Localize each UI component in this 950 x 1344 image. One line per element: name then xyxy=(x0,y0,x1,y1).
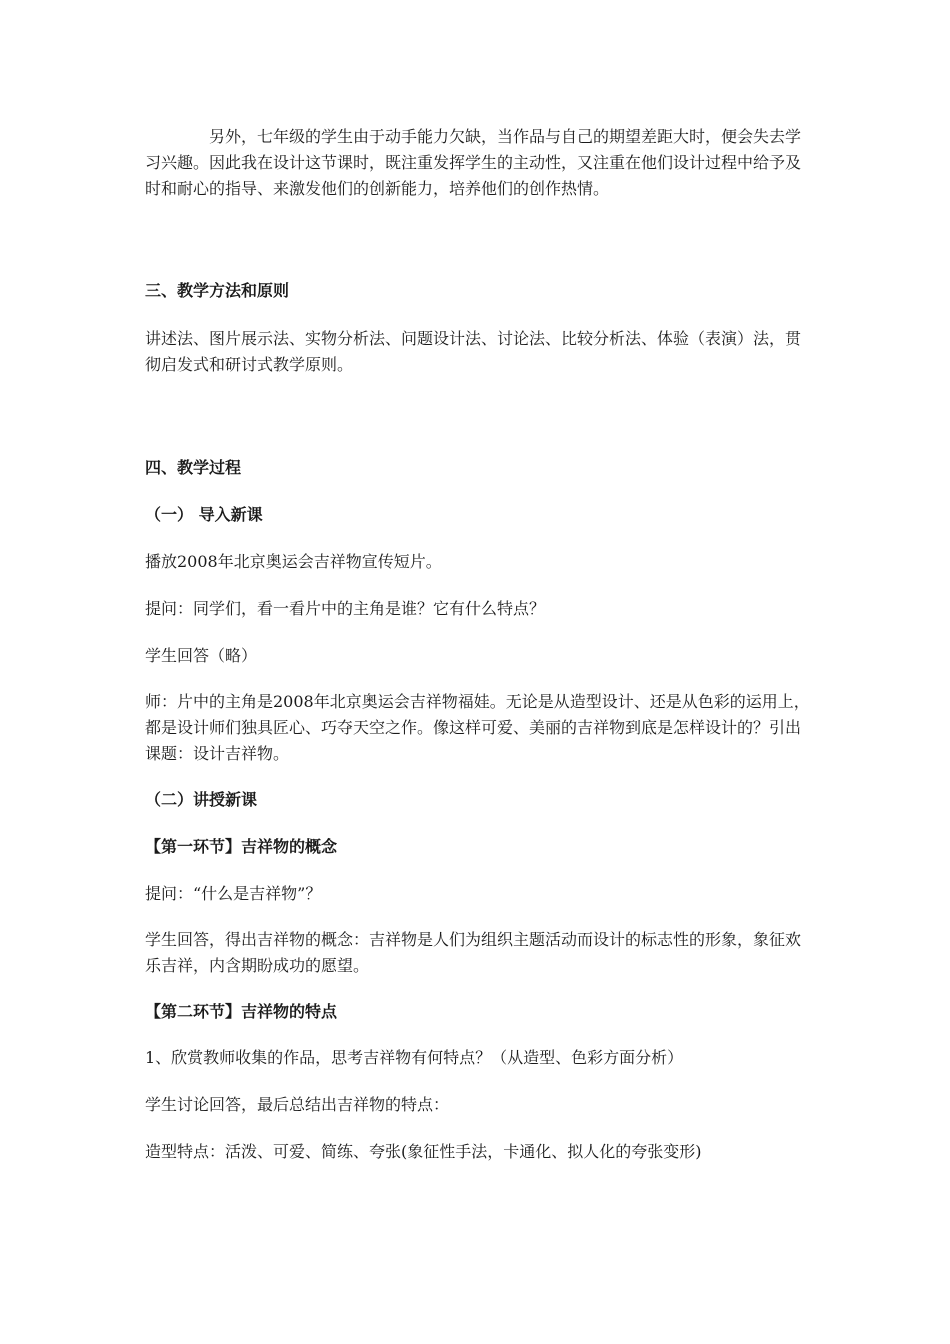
paragraph-appreciate-works: 1、欣赏教师收集的作品，思考吉祥物有何特点？（从造型、色彩方面分析） xyxy=(145,1048,684,1067)
subheading-introduction: （一） 导入新课 xyxy=(145,505,263,524)
heading-teaching-process: 四、教学过程 xyxy=(145,458,242,477)
paragraph-shape-features: 造型特点：活泼、可爱、简练、夸张(象征性手法，卡通化、拟人化的夸张变形) xyxy=(145,1142,702,1161)
paragraph-what-is-mascot: 提问：“什么是吉祥物”？ xyxy=(145,884,322,903)
paragraph-teacher-intro: 师：片中的主角是2008年北京奥运会吉祥物福娃。无论是从造型设计、还是从色彩的运用上，都是设计师们独具匠心、巧夺天空之作。像这样可爱、美丽的吉祥物到底是怎样设计的？引出课题：设计吉祥物。 xyxy=(145,692,810,763)
paragraph-student-answer: 学生回答（略） xyxy=(145,646,258,665)
paragraph-teaching-methods: 讲述法、图片展示法、实物分析法、问题设计法、讨论法、比较分析法、体验（表演）法，贯彻启发式和研讨式教学原则。 xyxy=(145,329,802,374)
section-concept: 【第一环节】吉祥物的概念 xyxy=(145,837,338,856)
paragraph-question: 提问：同学们，看一看片中的主角是谁？它有什么特点？ xyxy=(145,599,546,618)
paragraph-mascot-concept: 学生回答，得出吉祥物的概念：吉祥物是人们为组织主题活动而设计的标志性的形象，象征欢乐吉祥，内含期盼成功的愿望。 xyxy=(145,930,802,975)
heading-teaching-methods: 三、教学方法和原则 xyxy=(145,281,290,300)
paragraph-play-video: 播放2008年北京奥运会吉祥物宣传短片。 xyxy=(145,552,442,571)
section-features: 【第二环节】吉祥物的特点 xyxy=(145,1002,338,1021)
paragraph-discussion: 学生讨论回答，最后总结出吉祥物的特点： xyxy=(145,1095,450,1114)
paragraph-student-ability: 另外，七年级的学生由于动手能力欠缺，当作品与自己的期望差距大时，便会失去学习兴趣。因此我在设计这节课时，既注重发挥学生的主动性，又注重在他们设计过程中给予及时和耐心的指导、来激发他们的创新能力，培养他们的创作热情。 xyxy=(145,127,802,198)
document-body xyxy=(145,124,810,1165)
subheading-new-lesson: （二）讲授新课 xyxy=(145,790,258,809)
